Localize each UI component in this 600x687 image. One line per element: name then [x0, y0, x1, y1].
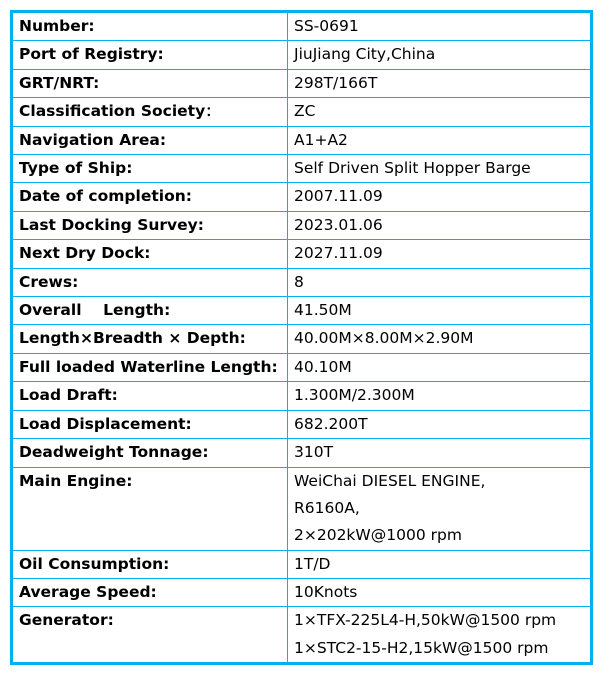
- spec-value-line: WeiChai DIESEL ENGINE,: [294, 471, 486, 490]
- spec-value-line: 298T/166T: [294, 73, 378, 92]
- spec-value: [288, 439, 592, 467]
- spec-value: [288, 69, 592, 97]
- spec-label: Date of completion:: [12, 183, 288, 211]
- spec-value: [288, 467, 592, 550]
- ship-specification-table: [10, 10, 593, 665]
- spec-row: [12, 155, 592, 183]
- spec-value-line: Self Driven Split Hopper Barge: [294, 159, 531, 178]
- spec-value-line: 1×TFX-225L4-H,50kW@1500 rpm: [294, 611, 557, 630]
- spec-label: Generator:: [12, 607, 288, 664]
- spec-row: [12, 41, 592, 69]
- spec-row: [12, 607, 592, 664]
- spec-row: [12, 325, 592, 353]
- spec-value: [288, 126, 592, 154]
- spec-value-line: 10Knots: [294, 583, 358, 602]
- spec-value: [288, 607, 592, 664]
- spec-label: Length×Breadth × Depth:: [12, 325, 288, 353]
- spec-value-line: 2023.01.06: [294, 215, 383, 234]
- spec-label: Overall Length:: [12, 297, 288, 325]
- spec-label: Last Docking Survey:: [12, 211, 288, 239]
- spec-label: Load Draft:: [12, 382, 288, 410]
- spec-value-line: JiuJiang City,China: [294, 45, 436, 64]
- spec-row: [12, 69, 592, 97]
- spec-value: [288, 550, 592, 578]
- spec-value-line: 682.200T: [294, 414, 368, 433]
- spec-row: [12, 211, 592, 239]
- spec-value: [288, 297, 592, 325]
- spec-value-line: 2007.11.09: [294, 187, 383, 206]
- spec-row: [12, 467, 592, 550]
- spec-row: [12, 240, 592, 268]
- spec-value-line: 2027.11.09: [294, 244, 383, 263]
- spec-value: [288, 12, 592, 41]
- spec-row: [12, 353, 592, 381]
- spec-label: Load Displacement:: [12, 410, 288, 438]
- spec-label: Crews:: [12, 268, 288, 296]
- spec-value-line: 1.300M/2.300M: [294, 386, 415, 405]
- spec-label: GRT/NRT:: [12, 69, 288, 97]
- spec-label: Classification Society：: [12, 98, 288, 126]
- spec-label: Navigation Area:: [12, 126, 288, 154]
- spec-value-line: 41.50M: [294, 301, 352, 320]
- spec-value-line: 40.00M×8.00M×2.90M: [294, 329, 474, 348]
- spec-value-line: R6160A,: [294, 498, 360, 517]
- spec-row: [12, 126, 592, 154]
- spec-label: Number:: [12, 12, 288, 41]
- spec-row: [12, 12, 592, 41]
- spec-row: [12, 98, 592, 126]
- spec-value: [288, 183, 592, 211]
- spec-value: [288, 155, 592, 183]
- spec-label: Deadweight Tonnage:: [12, 439, 288, 467]
- spec-label: Oil Consumption:: [12, 550, 288, 578]
- spec-value-line: SS-0691: [294, 17, 359, 35]
- spec-value-line: 1T/D: [294, 554, 331, 573]
- spec-value: [288, 325, 592, 353]
- spec-label: Type of Ship:: [12, 155, 288, 183]
- spec-value: [288, 579, 592, 607]
- spec-value: [288, 41, 592, 69]
- spec-value-line: 1×STC2-15-H2,15kW@1500 rpm: [294, 638, 549, 657]
- spec-row: [12, 297, 592, 325]
- spec-value-line: A1+A2: [294, 130, 348, 149]
- spec-label: Port of Registry:: [12, 41, 288, 69]
- spec-value: [288, 410, 592, 438]
- spec-value-line: 40.10M: [294, 357, 352, 376]
- spec-row: [12, 183, 592, 211]
- spec-value: [288, 98, 592, 126]
- spec-value: [288, 211, 592, 239]
- spec-row: [12, 382, 592, 410]
- spec-value: [288, 268, 592, 296]
- spec-row: [12, 550, 592, 578]
- spec-label: Average Speed:: [12, 579, 288, 607]
- spec-value-line: 2×202kW@1000 rpm: [294, 526, 462, 545]
- spec-label: Full loaded Waterline Length:: [12, 353, 288, 381]
- spec-label: Main Engine:: [12, 467, 288, 550]
- spec-row: [12, 410, 592, 438]
- spec-value-line: 8: [294, 272, 304, 291]
- spec-value: [288, 382, 592, 410]
- spec-label: Next Dry Dock:: [12, 240, 288, 268]
- spec-row: [12, 439, 592, 467]
- spec-value: [288, 240, 592, 268]
- spec-row: [12, 579, 592, 607]
- spec-table-body: [12, 12, 592, 664]
- spec-value: [288, 353, 592, 381]
- spec-value-line: 310T: [294, 443, 334, 462]
- spec-value-line: ZC: [294, 102, 316, 121]
- spec-row: [12, 268, 592, 296]
